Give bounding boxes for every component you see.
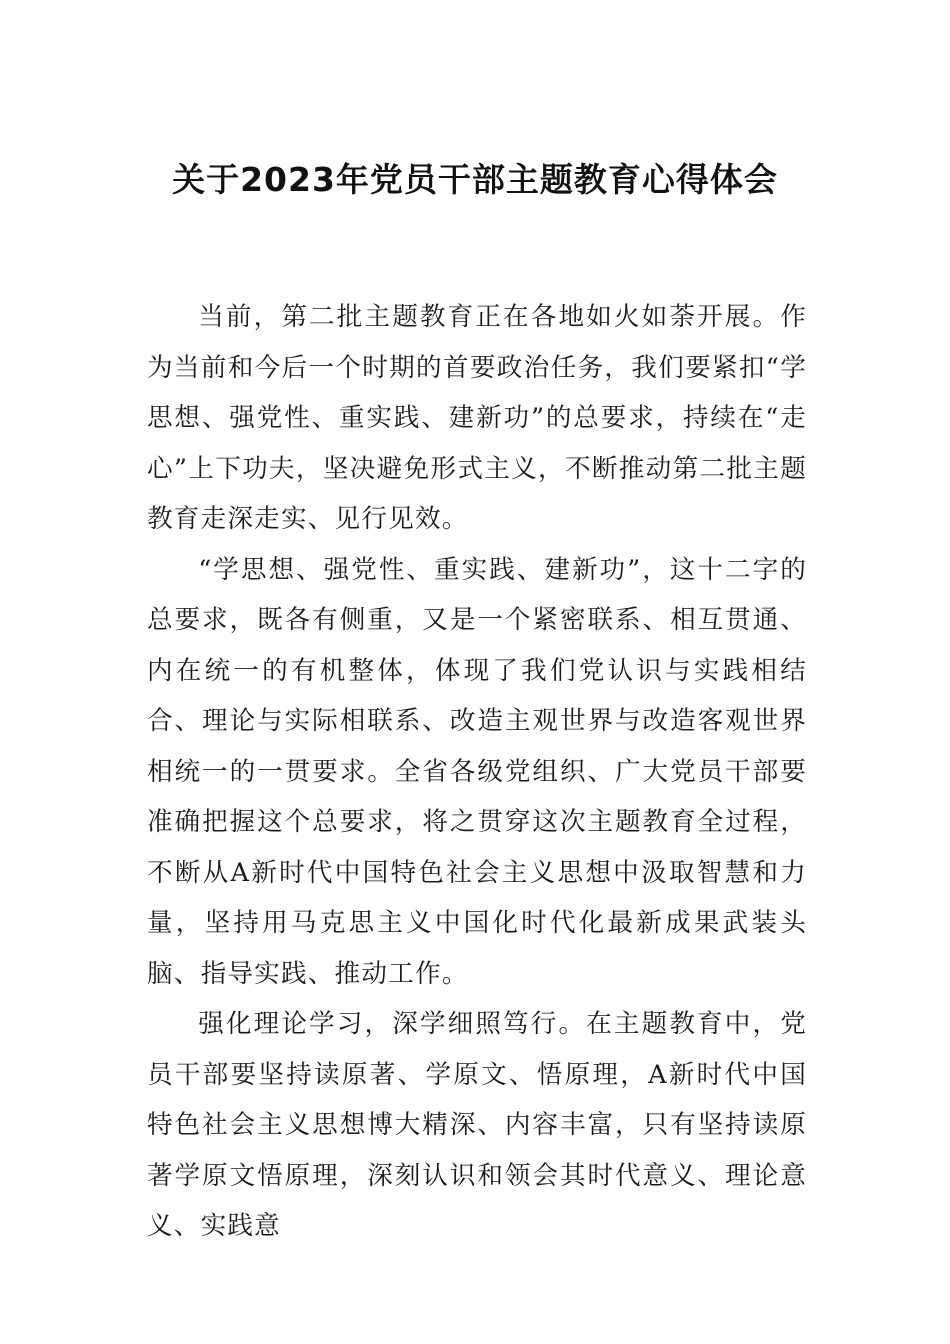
paragraph-1: 当前，第二批主题教育正在各地如火如荼开展。作为当前和今后一个时期的首要政治任务，我们要紧扣“学思想、强党性、重实践、建新功”的总要求，持续在“走心”上下功夫，坚决避免形式主义，不断推动第二批主题教育走深走实、见行见效。	[147, 302, 807, 534]
document-title: 关于2023年党员干部主题教育心得体会	[172, 160, 778, 199]
paragraph-2: “学思想、强党性、重实践、建新功”，这十二字的总要求，既各有侧重，又是一个紧密联系、相互贯通、内在统一的有机整体，体现了我们党认识与实践相结合、理论与实际相联系、改造主观世界与改造客观世界相统一的一贯要求。全省各级党组织、广大党员干部要准确把握这个总要求，将之贯穿这次主题教育全过程，不断从A新时代中国特色社会主义思想中汲取智慧和力量，坚持用马克思主义中国化时代化最新成果武装头脑、指导实践、推动工作。	[147, 554, 807, 989]
document-body	[147, 292, 807, 1252]
paragraph-3: 强化理论学习，深学细照笃行。在主题教育中，党员干部要坚持读原著、学原文、悟原理，A新时代中国特色社会主义思想博大精深、内容丰富，只有坚持读原著学原文悟原理，深刻认识和领会其时代意义、理论意义、实践意	[147, 1009, 807, 1241]
